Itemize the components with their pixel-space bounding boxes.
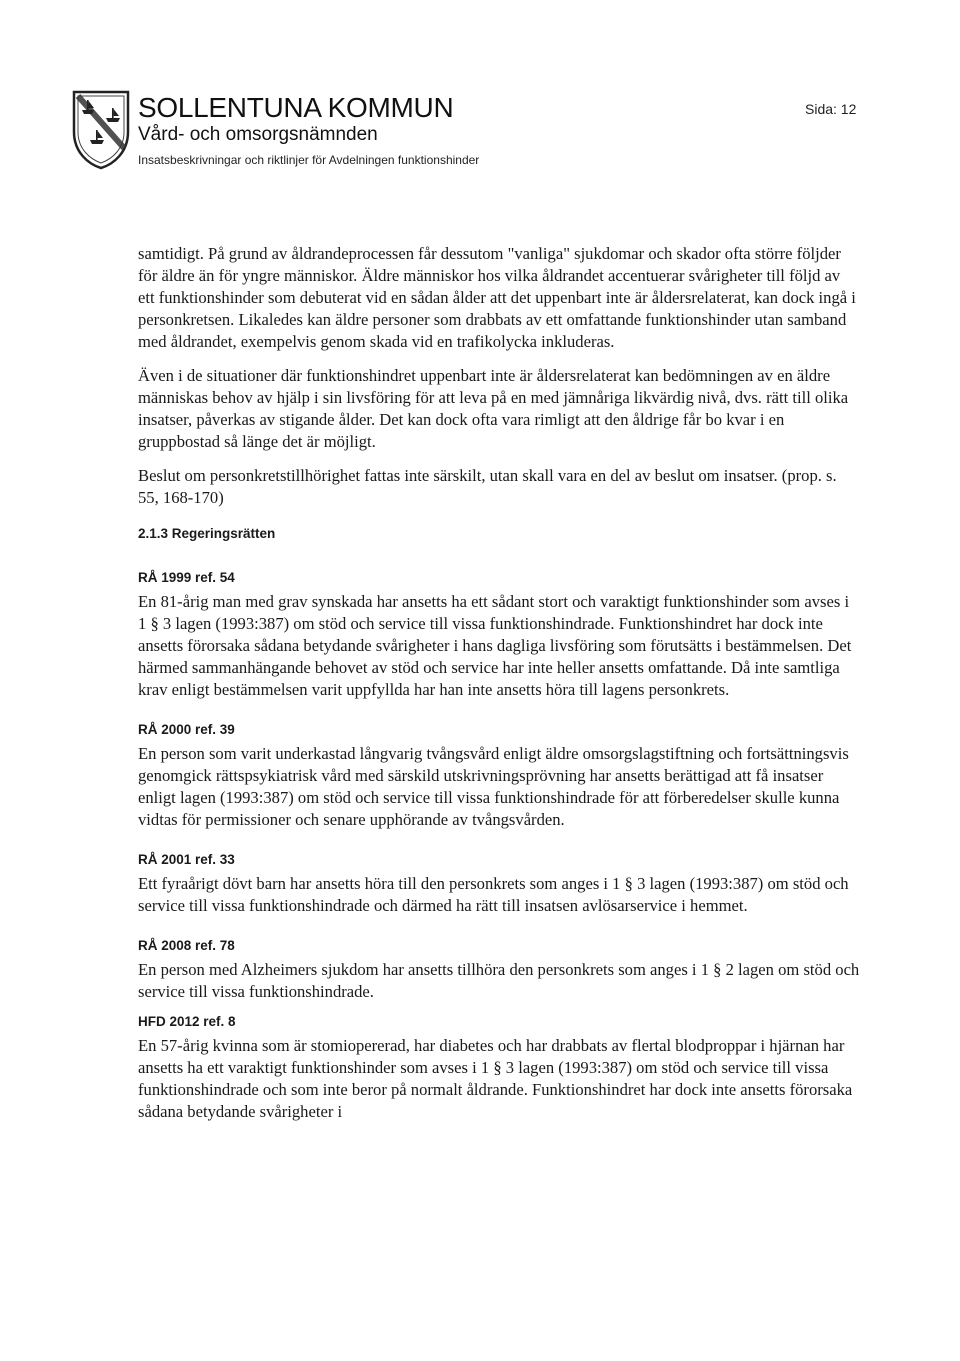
- committee-name: Vård- och omsorgsnämnden: [138, 124, 378, 145]
- page-header: [70, 88, 900, 178]
- case-summary: En person med Alzheimers sjukdom har ansetts tillhöra den personkrets som anges i 1 § 2 lagen om stöd och service till vissa funktionshindrade.: [138, 960, 860, 1001]
- body-paragraph: Beslut om personkretstillhörighet fattas inte särskilt, utan skall vara en del av beslut om insatser. (prop. s. 55, 168-170): [138, 466, 837, 507]
- case-summary: Ett fyraårigt dövt barn har ansetts höra till den personkrets som anges i 1 § 3 lagen (1993:387) om stöd och service till vissa funktionshindrade och därmed ha rätt till insatsen avlösarservice i hemmet.: [138, 874, 849, 915]
- page-number: Sida: 12: [805, 101, 857, 117]
- case-entry: [138, 721, 860, 831]
- document-body: [138, 243, 860, 1143]
- case-entry: [138, 851, 860, 917]
- case-heading: RÅ 2000 ref. 39: [138, 722, 235, 737]
- case-entry: [138, 569, 860, 701]
- case-heading: RÅ 2001 ref. 33: [138, 852, 235, 867]
- body-paragraph: Även i de situationer där funktionshindret uppenbart inte är åldersrelaterat kan bedömningen av en äldre människas behov av hjälp i sin livsföring för att leva på en med jämnåriga likvärdig nivå, dvs. rätt till olika insatser, påverkas av stigande ålder. Det kan dock ofta vara rimligt att den åldrige får bo kvar i en gruppbostad så länge det är möjligt.: [138, 366, 849, 451]
- case-entry: [138, 937, 860, 1003]
- case-summary: En person som varit underkastad långvarig tvångsvård enligt äldre omsorgslagstiftning och fortsättningsvis genomgick rättspsykiatrisk vård med särskild utskrivningsprövning har ansetts berättigad att få insatser enligt lagen (1993:387) om stöd och service till vissa funktionshindrade för att förberedelser skulle kunna vidtas för permissioner och senare upphörande av tvångsvården.: [138, 744, 849, 829]
- case-summary: En 57-årig kvinna som är stomiopererad, har diabetes och har drabbats av flertal blodproppar i hjärnan har ansetts ha ett varaktigt funktionshinder som avses i 1 § 3 lagen (1993:387) om stöd och service till vissa funktionshindrade och som inte beror på normalt åldrande. Funktionshindret har dock inte ansetts förorsaka sådana betydande svårigheter i: [138, 1036, 853, 1121]
- organization-name: SOLLENTUNA KOMMUN: [138, 92, 454, 123]
- case-heading: HFD 2012 ref. 8: [138, 1014, 236, 1029]
- case-heading: RÅ 1999 ref. 54: [138, 570, 235, 585]
- document-title: Insatsbeskrivningar och riktlinjer för Avdelningen funktionshinder: [138, 153, 480, 167]
- case-entry: [138, 1013, 860, 1123]
- section-heading: 2.1.3 Regeringsrätten: [138, 526, 276, 541]
- case-summary: En 81-årig man med grav synskada har ansetts ha ett sådant stort och varaktigt funktionshinder som avses i 1 § 3 lagen (1993:387) om stöd och service till vissa funktionshindrade. Funktionshindret har dock inte ansetts förorsaka sådana betydande svårigheter i hans dagliga livsföring som förutsätts i bestämmelsen. Det härmed sammanhängande behovet av stöd och service har inte heller ansetts omfattande. Då inte samtliga krav enligt bestämmelsen varit uppfyllda har han inte ansetts höra till lagens personkrets.: [138, 592, 852, 699]
- case-heading: RÅ 2008 ref. 78: [138, 938, 235, 953]
- municipal-coat-of-arms-icon: [70, 88, 132, 170]
- body-paragraph: samtidigt. På grund av åldrandeprocessen får dessutom "vanliga" sjukdomar och skador ofta större följder för äldre än för yngre människor. Äldre människor hos vilka åldrandet accentuerar svårigheter till följd av ett funktionshinder som debuterat vid en sådan ålder att det uppenbart inte är åldersrelaterat, kan dock ingå i personkretsen. Likaledes kan äldre personer som drabbats av ett omfattande funktionshinder utan samband med åldrandet, exempelvis genom skada vid en trafikolycka inkluderas.: [138, 244, 856, 351]
